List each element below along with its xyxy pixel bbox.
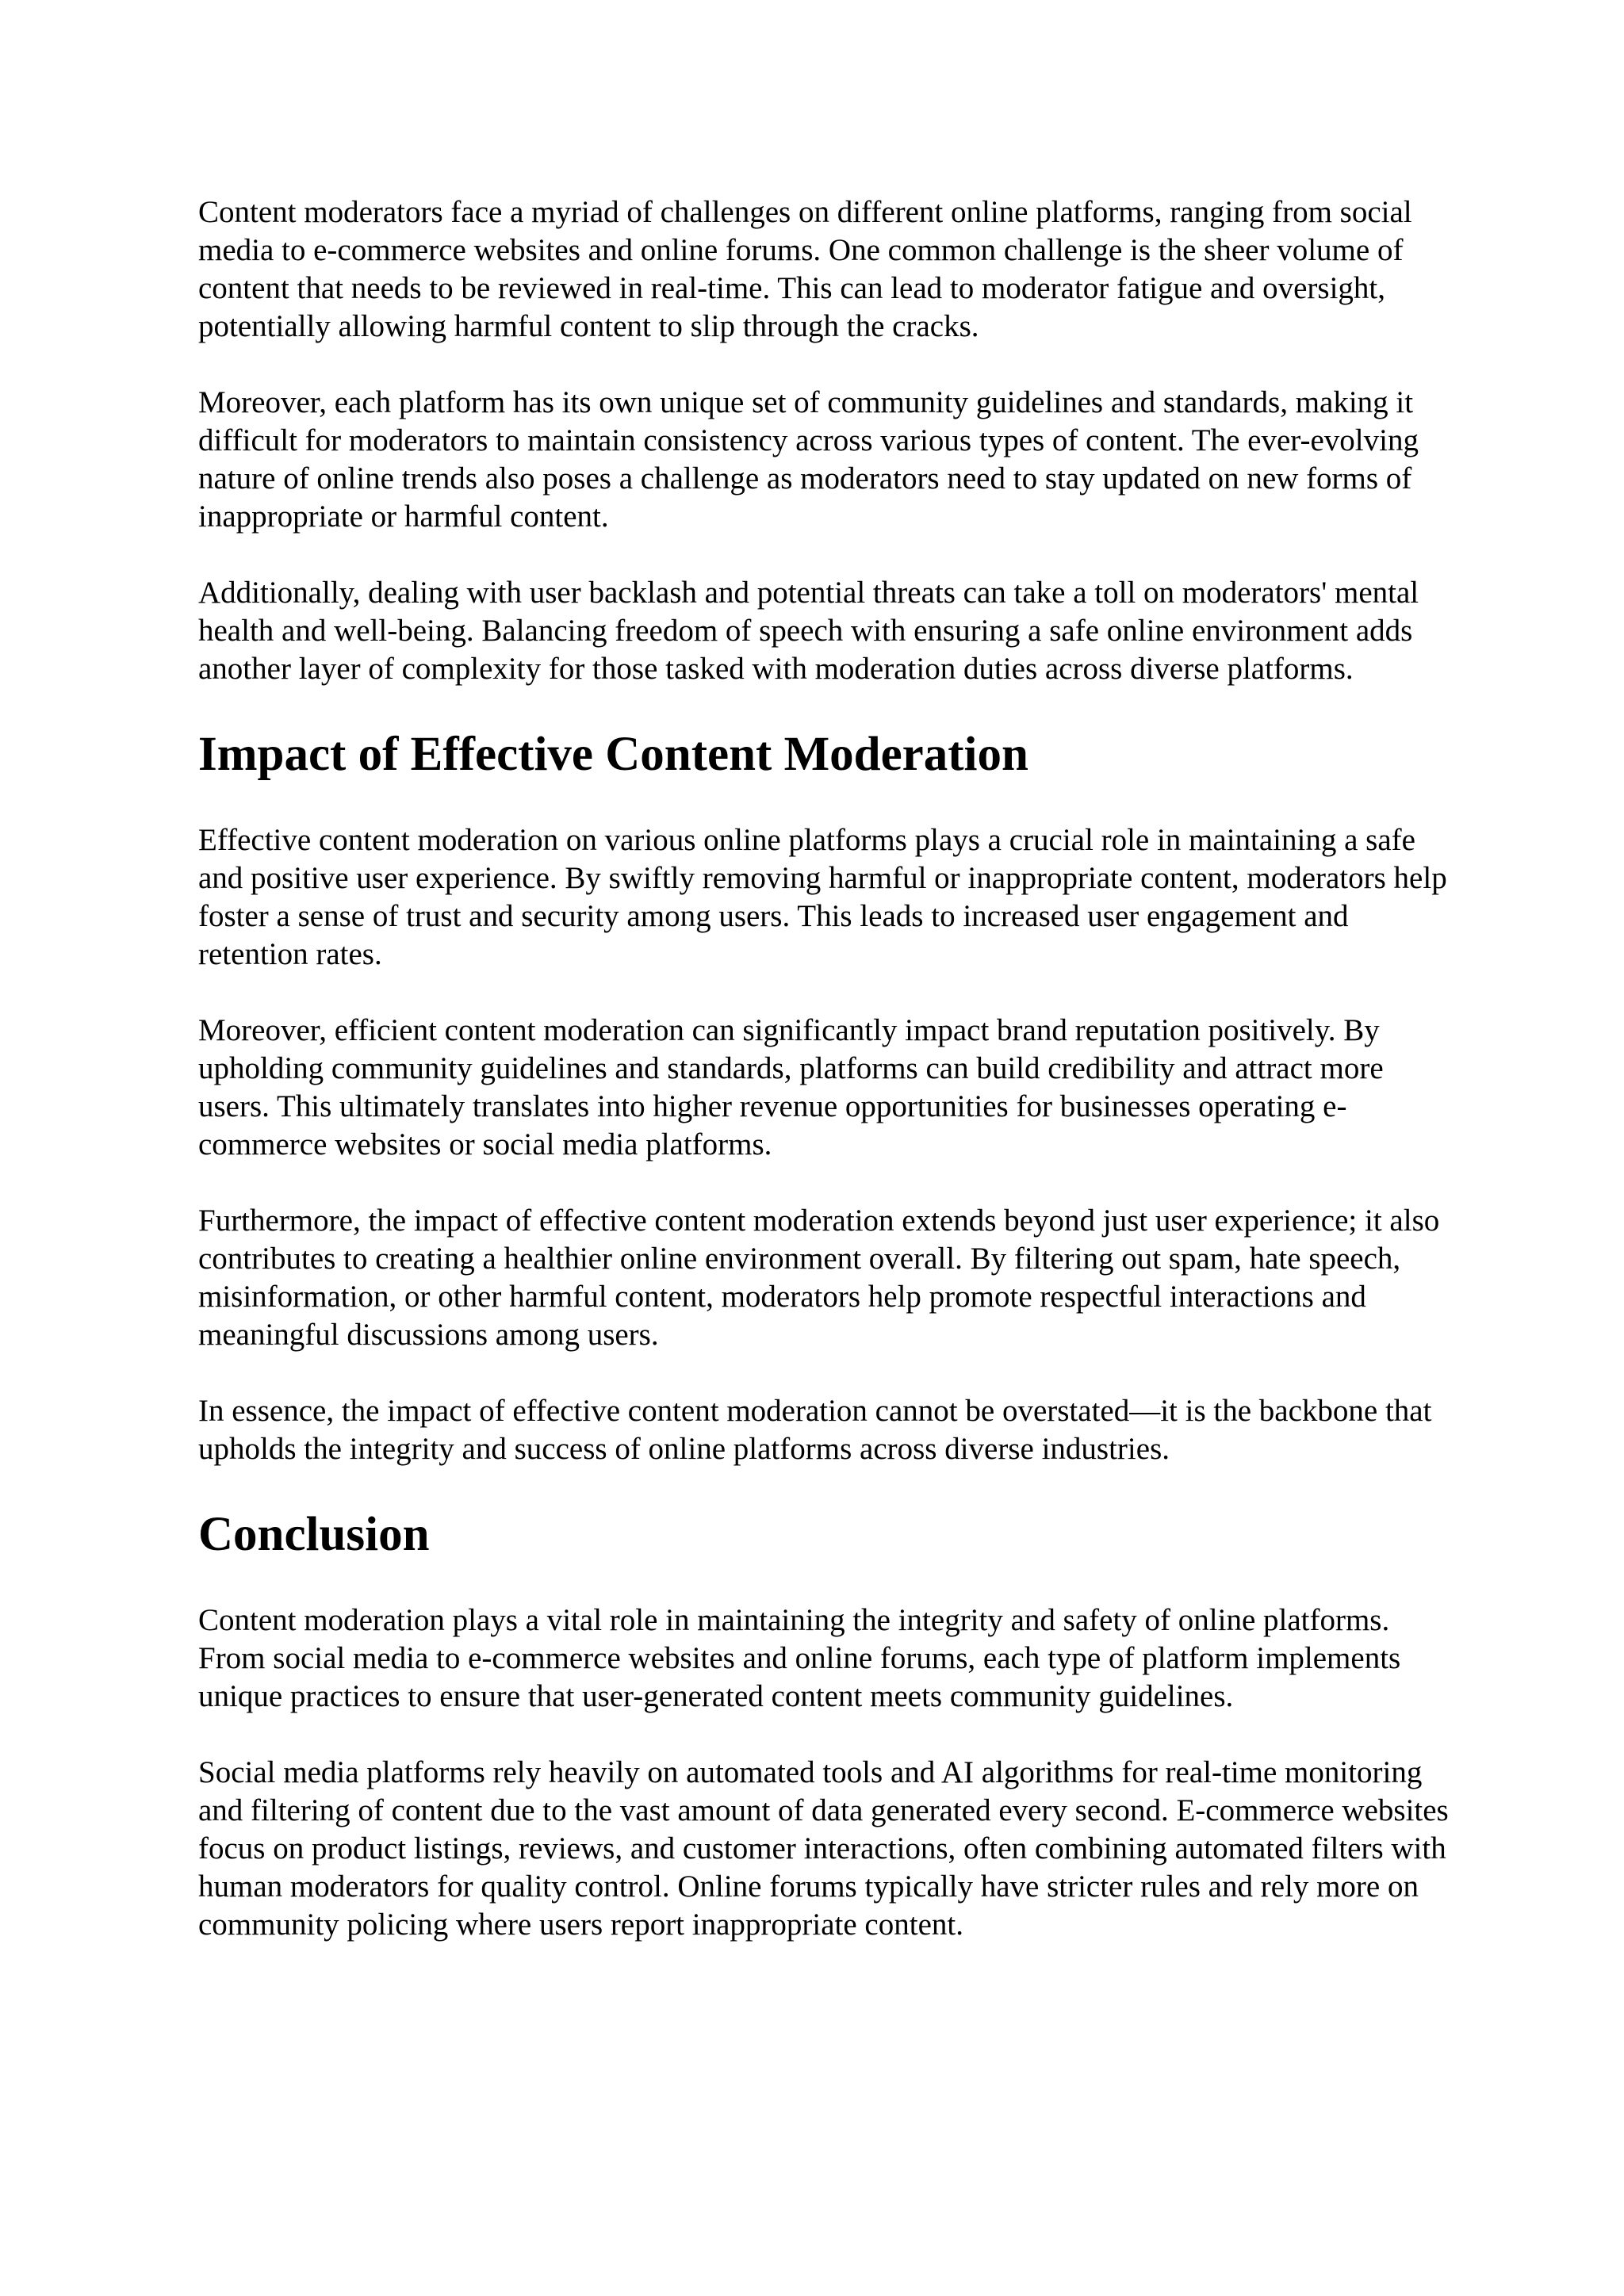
- body-paragraph: Social media platforms rely heavily on automated tools and AI algorithms for real-time monitoring and filtering of content due to the vast amount of data generated every second. E-commerce websites focus on product listings, reviews, and customer interactions, often combining automated filters with human moderators for quality control. Online forums typically have stricter rules and rely more on community policing where users report inappropriate content.: [198, 1755, 1449, 1942]
- document-page: [198, 193, 1451, 1982]
- section-heading: Impact of Effective Content Moderation: [198, 728, 1028, 781]
- intro-section: [198, 193, 1451, 688]
- section-heading: Conclusion: [198, 1508, 430, 1561]
- body-paragraph: Content moderation plays a vital role in maintaining the integrity and safety of online platforms. From social media to e-commerce websites and online forums, each type of platform implements unique practices to ensure that user-generated content meets community guidelines.: [198, 1603, 1401, 1713]
- impact-section: [198, 726, 1451, 1468]
- body-paragraph: Furthermore, the impact of effective content moderation extends beyond just user experience; it also contributes to creating a healthier online environment overall. By filtering out spam, hate speech, misinformation, or other harmful content, moderators help promote respectful interactions and meaningful discussions among users.: [198, 1203, 1440, 1352]
- conclusion-section: [198, 1506, 1451, 1944]
- body-paragraph: Moreover, efficient content moderation can significantly impact brand reputation positively. By upholding community guidelines and standards, platforms can build credibility and attract more users. This ultimately translates into higher revenue opportunities for businesses operating e-commerce websites or social media platforms.: [198, 1013, 1384, 1161]
- body-paragraph: Moreover, each platform has its own unique set of community guidelines and standards, making it difficult for moderators to maintain consistency across various types of content. The ever-evolving nature of online trends also poses a challenge as moderators need to stay updated on new forms of inappropriate or harmful content.: [198, 385, 1419, 534]
- body-paragraph: Additionally, dealing with user backlash and potential threats can take a toll on moderators' mental health and well-being. Balancing freedom of speech with ensuring a safe online environment adds another layer of complexity for those tasked with moderation duties across diverse platforms.: [198, 576, 1419, 686]
- body-paragraph: Content moderators face a myriad of challenges on different online platforms, ranging from social media to e-commerce websites and online forums. One common challenge is the sheer volume of content that needs to be reviewed in real-time. This can lead to moderator fatigue and oversight, potentially allowing harmful content to slip through the cracks.: [198, 195, 1412, 343]
- body-paragraph: In essence, the impact of effective content moderation cannot be overstated—it is the backbone that upholds the integrity and success of online platforms across diverse industries.: [198, 1394, 1432, 1466]
- body-paragraph: Effective content moderation on various online platforms plays a crucial role in maintaining a safe and positive user experience. By swiftly removing harmful or inappropriate content, moderators help foster a sense of trust and security among users. This leads to increased user engagement and retention rates.: [198, 823, 1447, 971]
